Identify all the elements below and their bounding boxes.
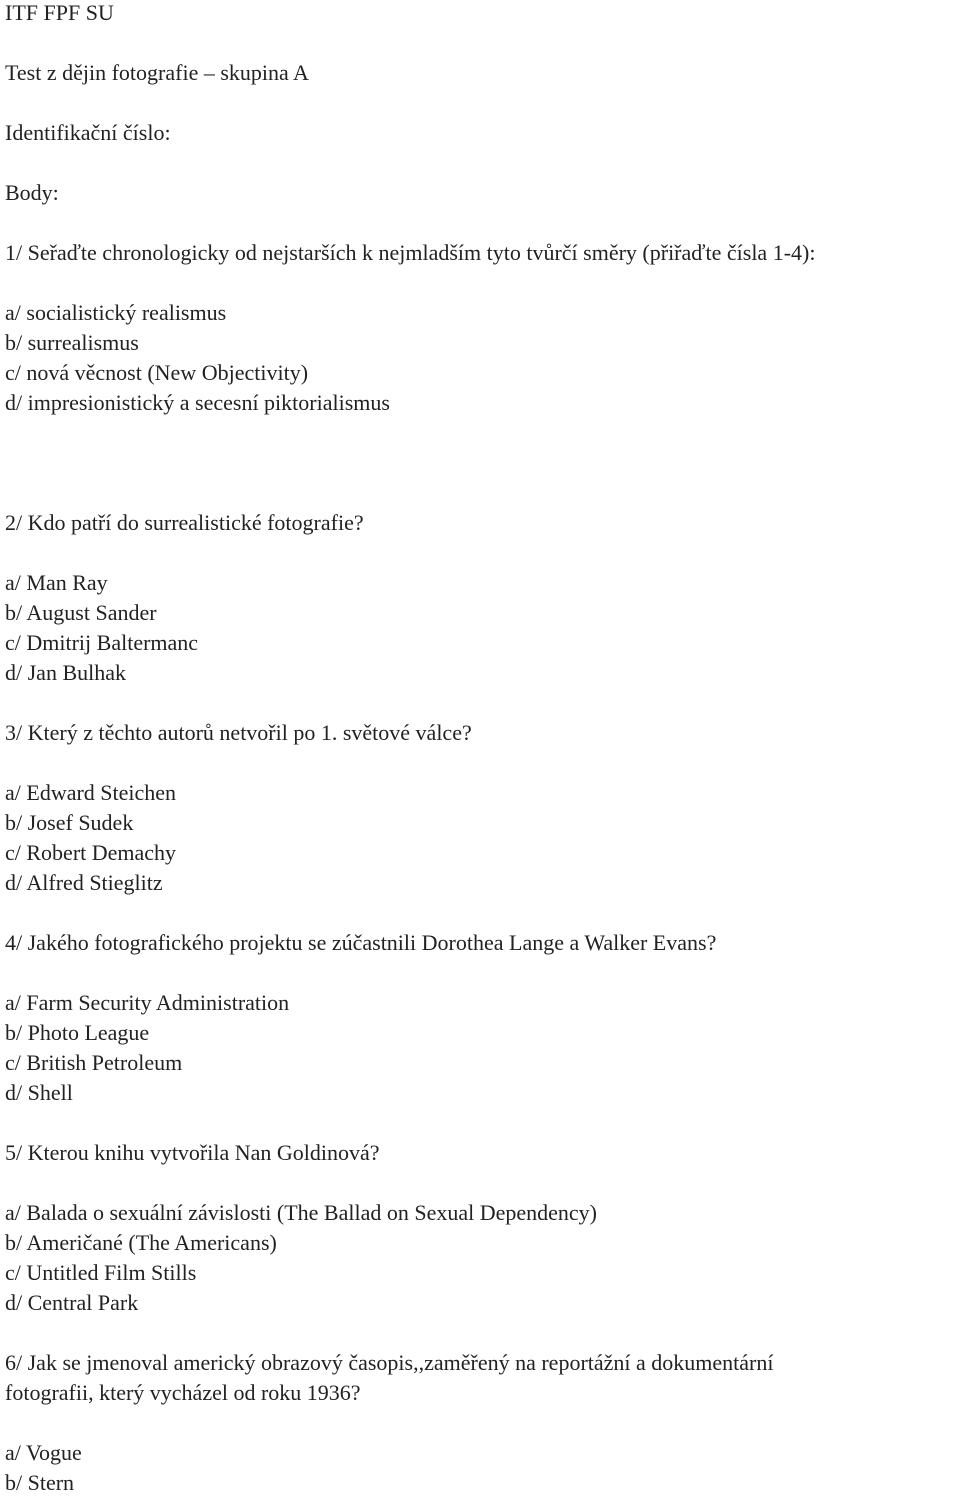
question-2-option-c: c/ Dmitrij Baltermanc [5,630,199,655]
id-number-label: Identifikační číslo: [5,120,171,145]
question-6-text-line-1: 6/ Jak se jmenoval americký obrazový časopis,,zaměřený na reportážní a dokumentární [5,1350,774,1375]
institution-name: ITF FPF SU [5,0,114,25]
question-1-option-d: d/ impresionistický a secesní piktorialismus [5,390,390,415]
question-4-option-d: d/ Shell [5,1080,73,1105]
question-3-text: 3/ Který z těchto autorů netvořil po 1. světové válce? [5,720,472,745]
question-4-option-a: a/ Farm Security Administration [5,990,290,1015]
test-title: Test z dějin fotografie – skupina A [5,60,309,85]
question-6-option-b: b/ Stern [5,1470,75,1495]
question-3-option-a: a/ Edward Steichen [5,780,177,805]
question-3-option-c: c/ Robert Demachy [5,840,177,865]
question-1-option-a: a/ socialistický realismus [5,300,227,325]
question-5-option-d: d/ Central Park [5,1290,139,1315]
question-5-option-b: b/ Američané (The Americans) [5,1230,277,1255]
question-5-option-c: c/ Untitled Film Stills [5,1260,197,1285]
points-label: Body: [5,180,59,205]
question-2-option-d: d/ Jan Bulhak [5,660,126,685]
question-3-option-d: d/ Alfred Stieglitz [5,870,163,895]
question-3-option-b: b/ Josef Sudek [5,810,134,835]
question-2-text: 2/ Kdo patří do surrealistické fotografie? [5,510,364,535]
test-document [5,0,955,1500]
question-2-option-a: a/ Man Ray [5,570,108,595]
question-2-option-b: b/ August Sander [5,600,157,625]
question-4-option-c: c/ British Petroleum [5,1050,183,1075]
question-1-option-c: c/ nová věcnost (New Objectivity) [5,360,309,385]
question-1-option-b: b/ surrealismus [5,330,139,355]
question-4-option-b: b/ Photo League [5,1020,150,1045]
question-6-text-line-2: fotografii, který vycházel od roku 1936? [5,1380,361,1405]
question-5-option-a: a/ Balada o sexuální závislosti (The Ballad on Sexual Dependency) [5,1200,597,1225]
question-4-text: 4/ Jakého fotografického projektu se zúčastnili Dorothea Lange a Walker Evans? [5,930,717,955]
question-6-option-a: a/ Vogue [5,1440,82,1465]
question-5-text: 5/ Kterou knihu vytvořila Nan Goldinová? [5,1140,380,1165]
question-1-text: 1/ Seřaďte chronologicky od nejstarších k nejmladším tyto tvůrčí směry (přiřaďte čísla 1-4): [5,240,816,265]
